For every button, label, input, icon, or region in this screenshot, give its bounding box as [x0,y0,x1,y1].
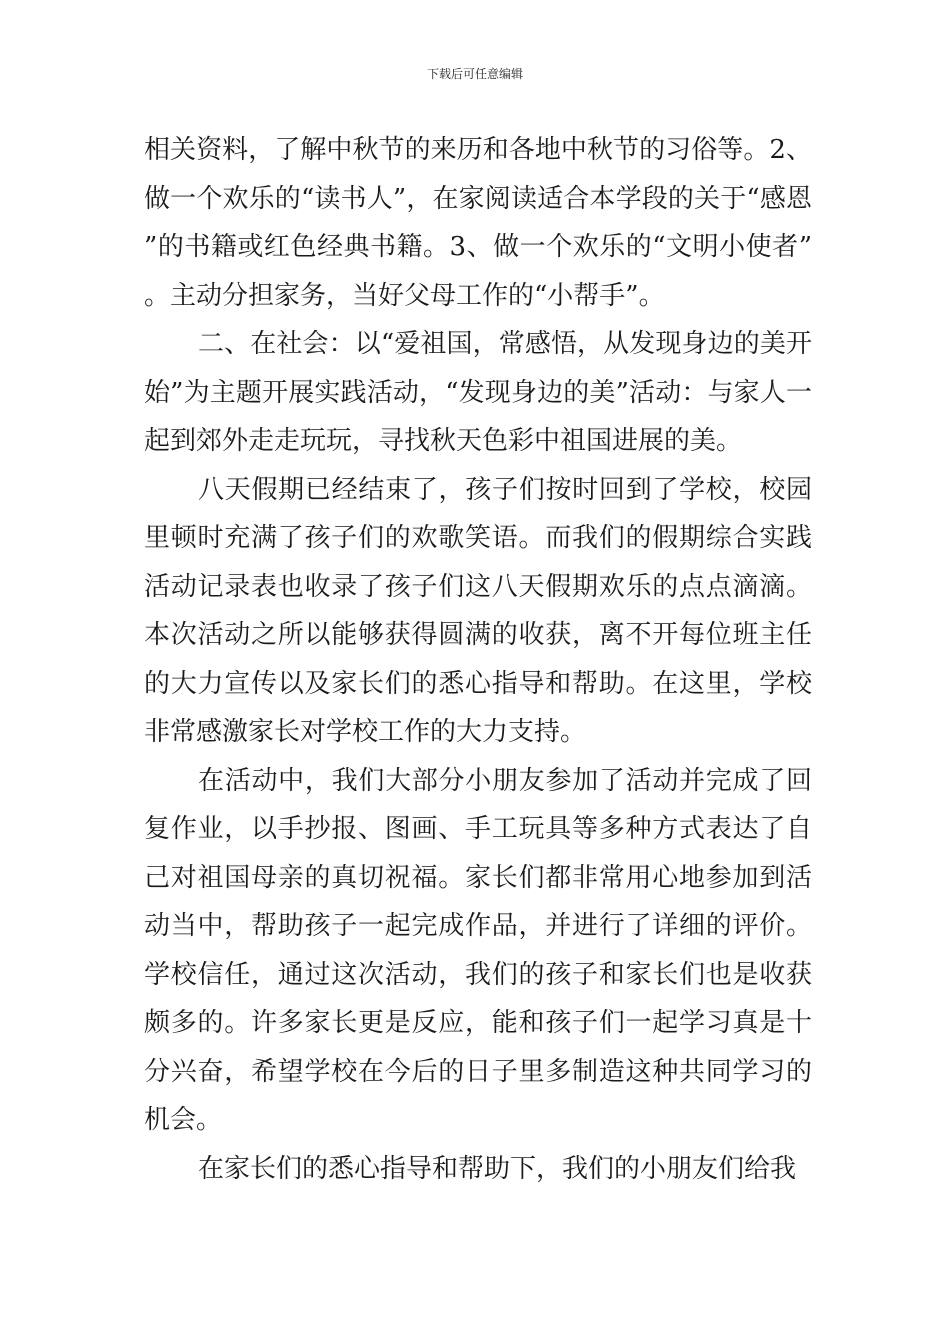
document-body [144,126,812,1193]
paragraph-holiday-summary: 八天假期已经结束了，孩子们按时回到了学校，校园里顿时充满了孩子们的欢歌笑语。而我们的假期综合实践活动记录表也收录了孩子们这八天假期欢乐的点点滴滴。本次活动之所以能够获得圆满的收获，离不开每位班主任的大力宣传以及家长们的悉心指导和帮助。在这里，学校非常感激家长对学校工作的大力支持。 [144,474,812,747]
paragraph-continued: 相关资料，了解中秋节的来历和各地中秋节的习俗等。2、做一个欢乐的“读书人”，在家阅读适合本学段的关于“感恩”的书籍或红色经典书籍。3、做一个欢乐的“文明小使者”。主动分担家务，当好父母工作的“小帮手”。 [144,135,812,311]
page-header: 下载后可任意编辑 [426,67,523,81]
paragraph-parent-guidance: 在家长们的悉心指导和帮助下，我们的小朋友们给我 [198,1153,797,1184]
paragraph-activity-results: 在活动中，我们大部分小朋友参加了活动并完成了回复作业，以手抄报、图画、手工玩具等多种方式表达了自己对祖国母亲的真切祝福。家长们都非常用心地参加到活动当中，帮助孩子一起完成作品，并进行了详细的评价。学校信任，通过这次活动，我们的孩子和家长们也是收获颇多的。许多家长更是反应，能和孩子们一起学习真是十分兴奋，希望学校在今后的日子里多制造这种共同学习的机会。 [144,765,812,1135]
paragraph-society-activity: 二、在社会：以“爱祖国，常感悟，从发现身边的美开始”为主题开展实践活动，“发现身边的美”活动：与家人一起到郊外走走玩玩，寻找秋天色彩中祖国进展的美。 [144,329,812,456]
